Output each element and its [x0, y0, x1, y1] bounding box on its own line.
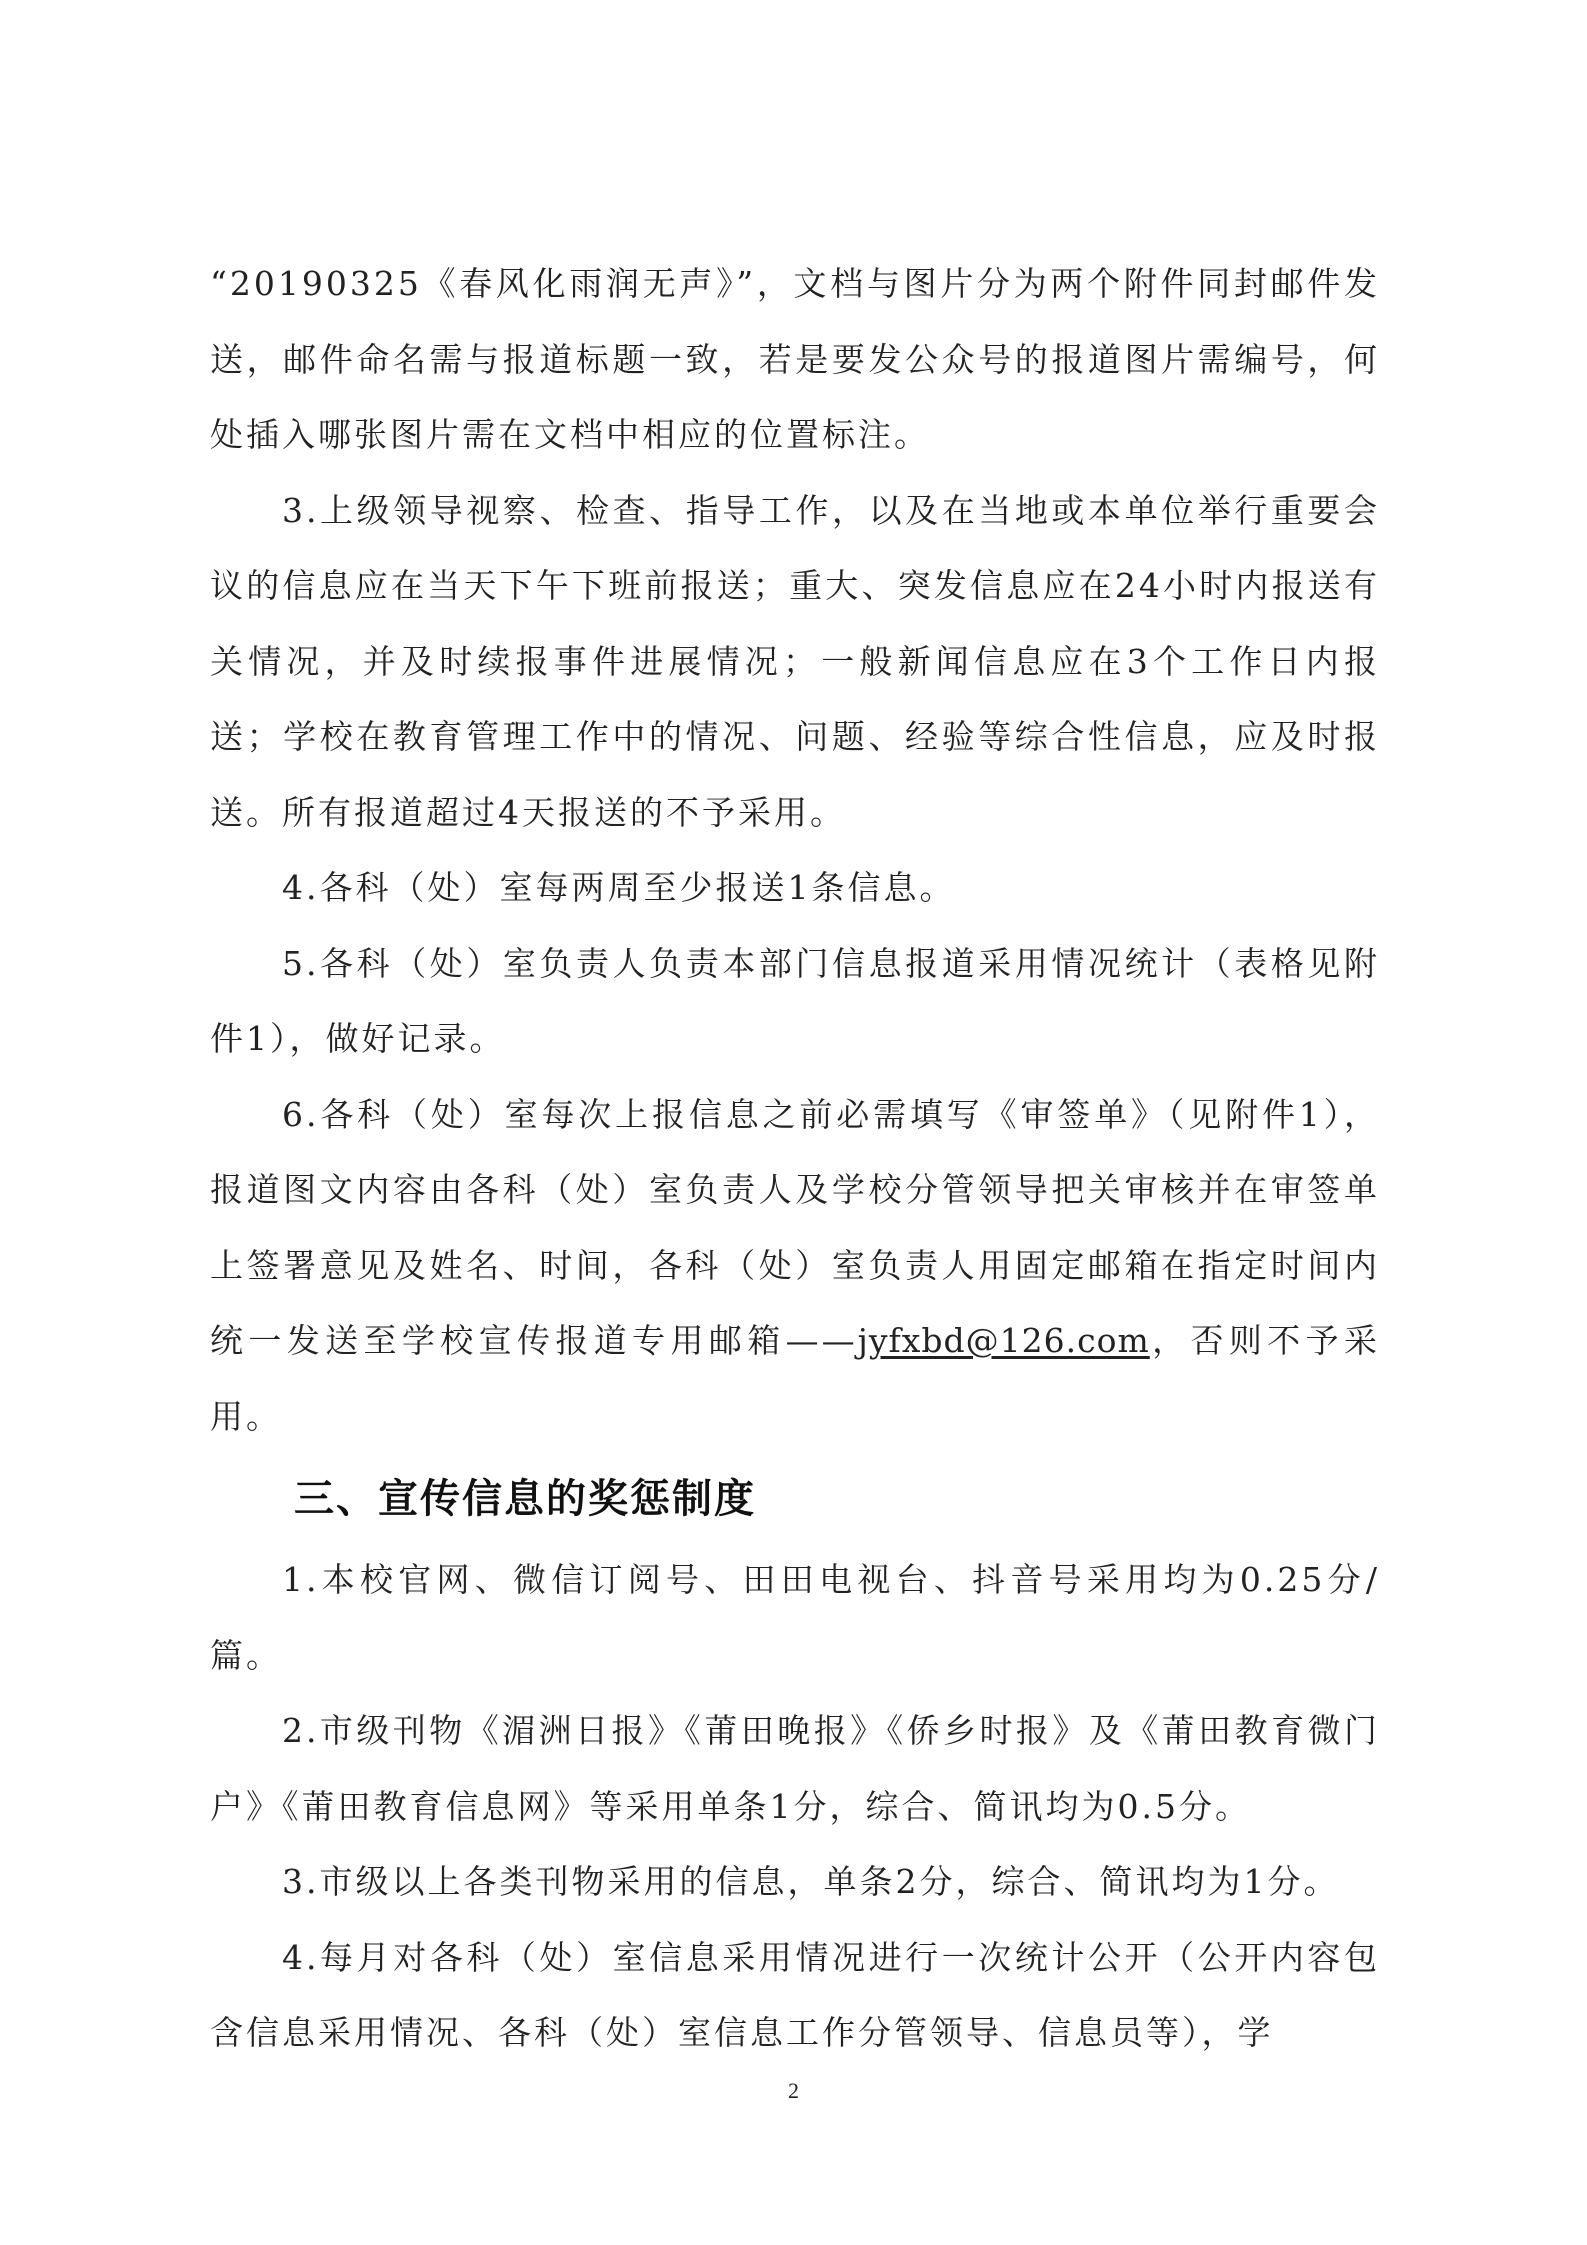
paragraph-city-media-score: 2.市级刊物《湄洲日报》《莆田晚报》《侨乡时报》及《莆田教育微门户》《莆田教育信息网》等采用单条1分，综合、简讯均为0.5分。 — [210, 1711, 1380, 1826]
paragraph-attachment-naming: “20190325《春风化雨润无声》”，文档与图片分为两个附件同封邮件发送，邮件命名需与报道标题一致，若是要发公众号的报道图片需编号，何处插入哪张图片需在文档中相应的位置标注。 — [210, 264, 1380, 454]
paragraph-biweekly-quota: 4.各科（处）室每两周至少报送1条信息。 — [282, 868, 956, 907]
paragraph-review-text: 6.各科（处）室每次上报信息之前必需填写《审签单》（见附件1），报道图文内容由各科（处）室负责人及学校分管领导把关审核并在审签单上签署意见及姓名、时间，各科（处）室负责人用固定邮箱在指定时间内统一发送至学校宣传报道专用邮箱—— — [210, 1094, 1380, 1360]
email-link[interactable]: jyfxbd@126.com — [857, 1321, 1150, 1360]
paragraph-review-submission — [210, 1077, 1380, 1455]
paragraph-reporting-deadlines: 3.上级领导视察、检查、指导工作，以及在当地或本单位举行重要会议的信息应在当天下午下班前报送；重大、突发信息应在24小时内报送有关情况，并及时续报事件进展情况；一般新闻信息应在3个工作日内报送；学校在教育管理工作中的情况、问题、经验等综合性信息，应及时报送。所有报道超过4天报送的不予采用。 — [210, 490, 1380, 832]
paragraph-school-media-score: 1.本校官网、微信订阅号、田田电视台、抖音号采用均为0.25分/篇。 — [210, 1560, 1380, 1675]
paragraph-higher-media-score: 3.市级以上各类刊物采用的信息，单条2分，综合、简讯均为1分。 — [282, 1862, 1340, 1901]
paragraph-monthly-statistics: 4.每月对各科（处）室信息采用情况进行一次统计公开（公开内容包含信息采用情况、各科（处）室信息工作分管领导、信息员等），学 — [210, 1937, 1380, 2052]
page-number: 2 — [788, 2078, 799, 2103]
section-heading-rewards: 三、宣传信息的奖惩制度 — [294, 1476, 756, 1522]
paragraph-statistics-record: 5.各科（处）室负责人负责本部门信息报道采用情况统计（表格见附件1），做好记录。 — [210, 943, 1380, 1058]
paragraph-review-tail: ，否则不予采用。 — [210, 1321, 1381, 1436]
document-body — [210, 246, 1380, 2071]
